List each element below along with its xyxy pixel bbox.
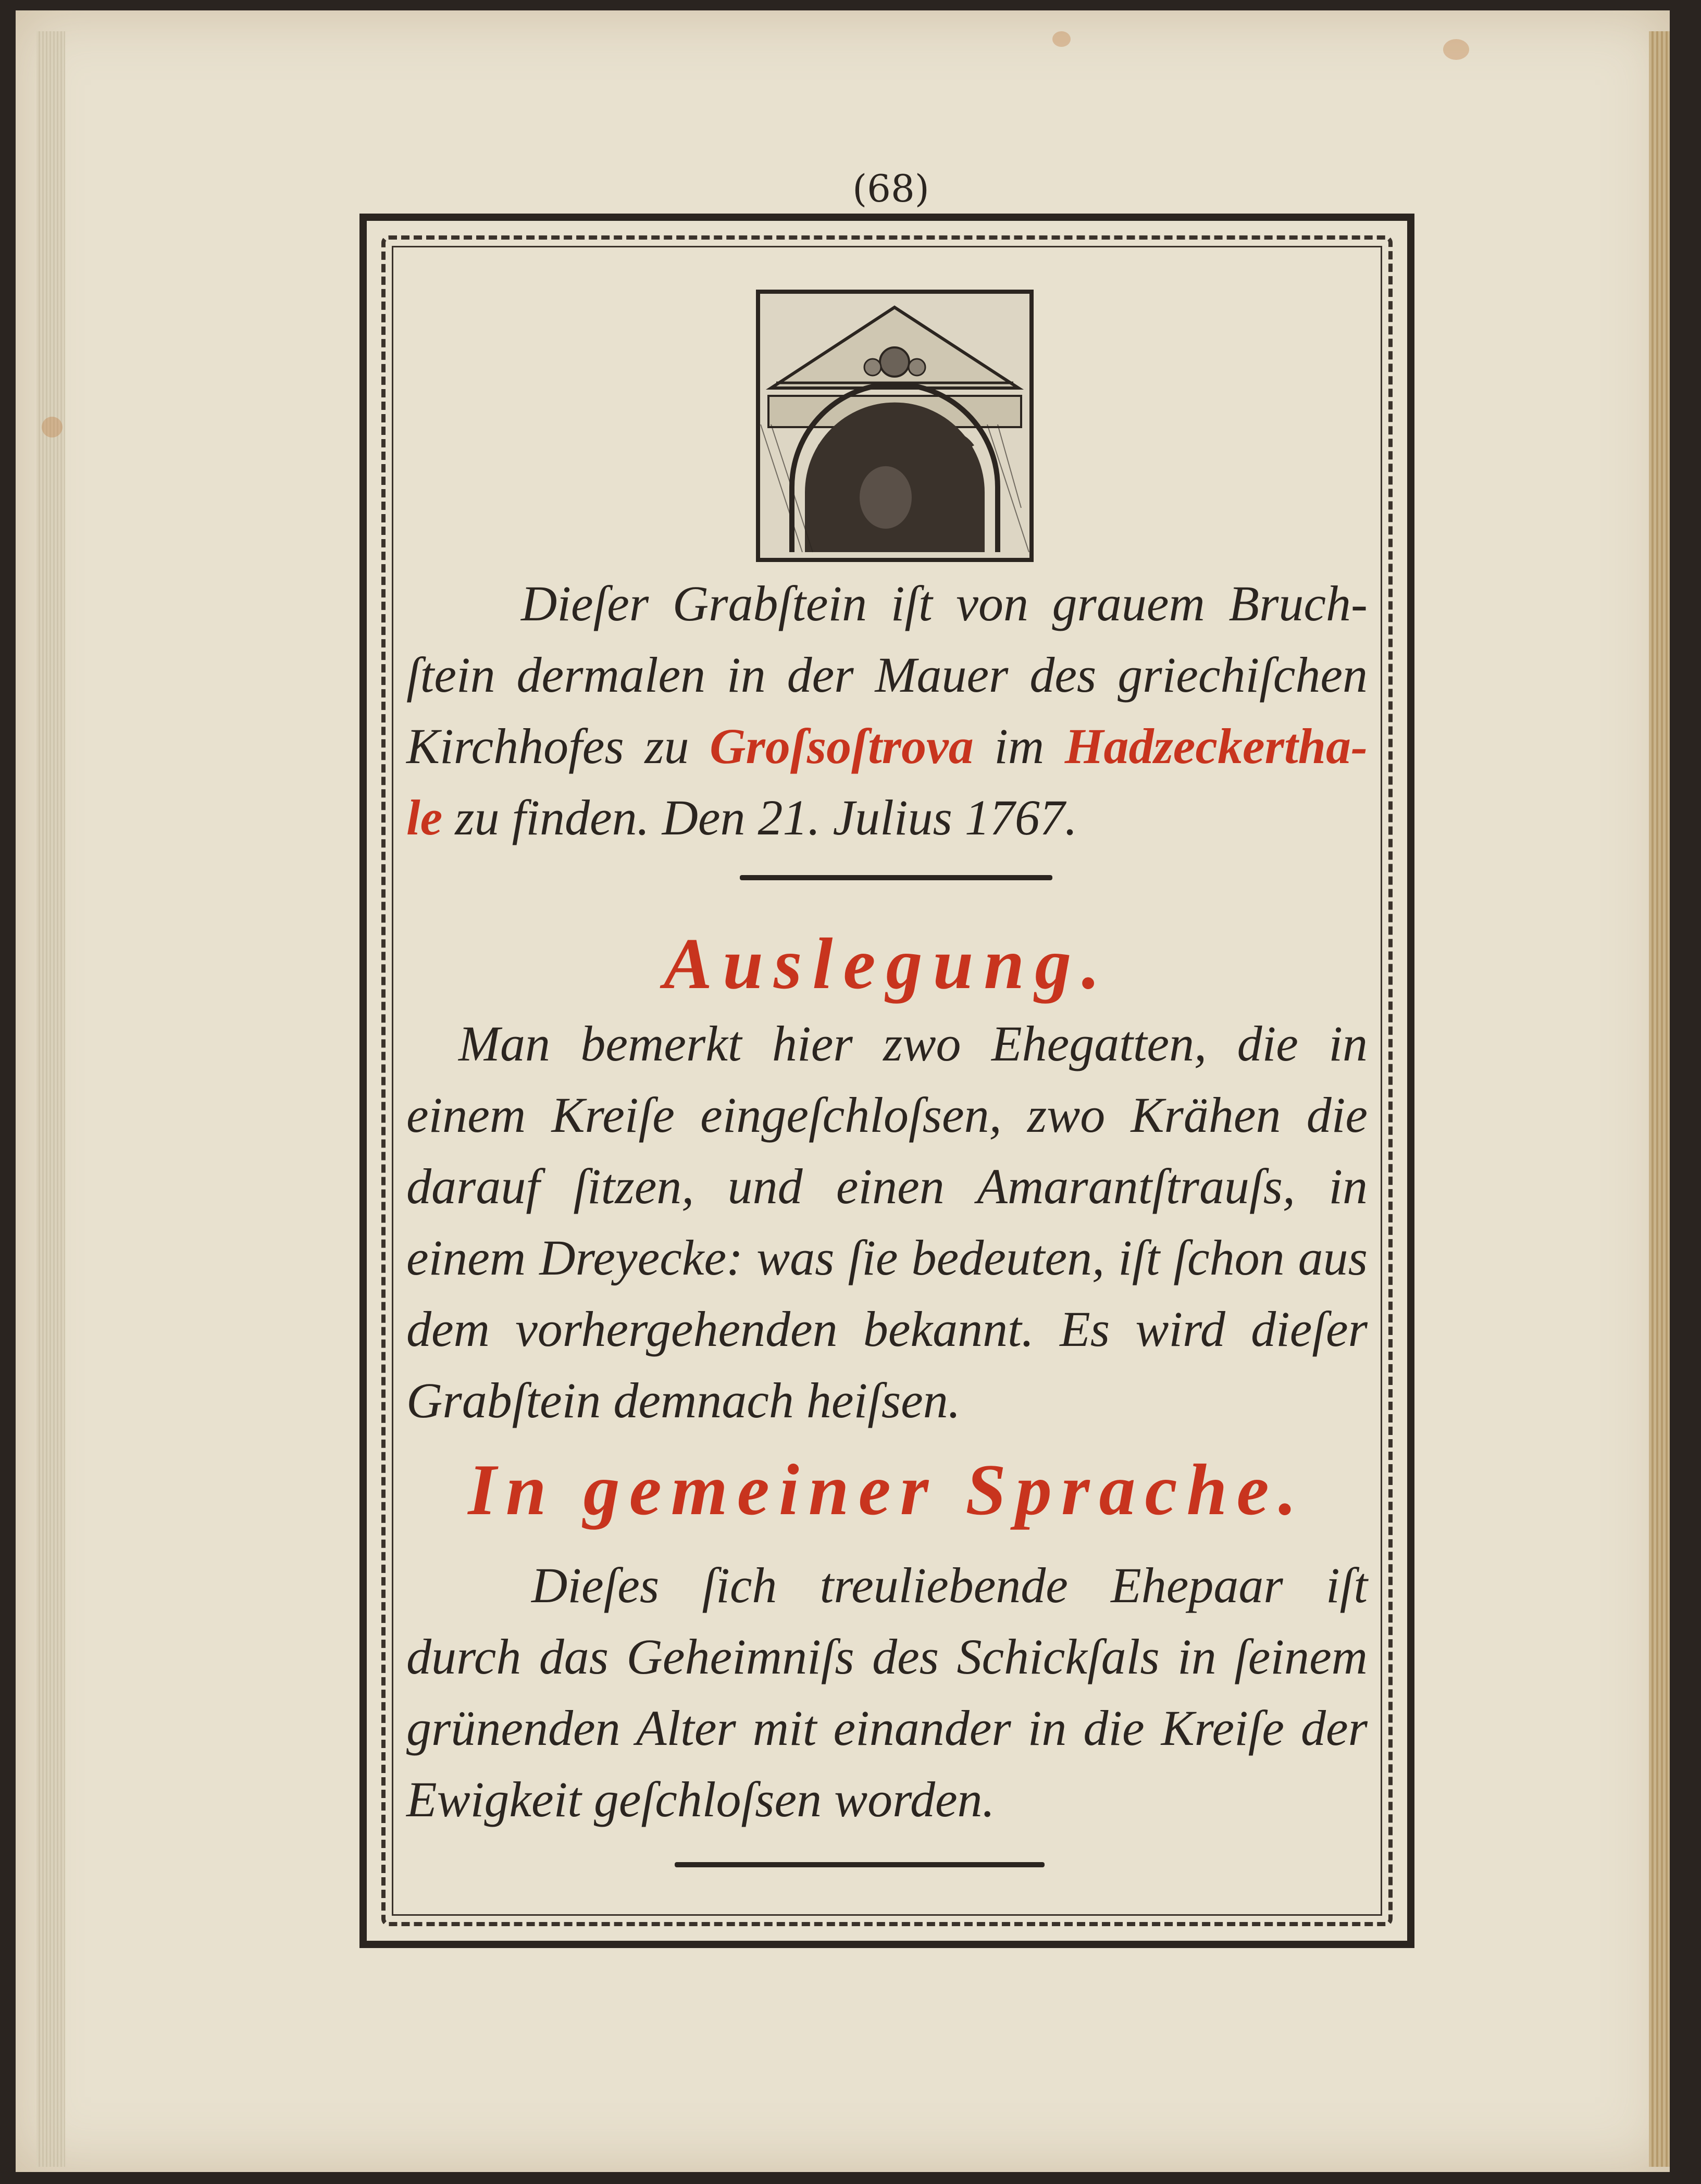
foxing-stain bbox=[42, 417, 63, 438]
interpretation-paragraph: Man bemerkt hier zwo Ehegatten, die in einem Kreiſe eingeſchloſsen, zwo Krähen die darauf ſitzen, und einen Amarantſtrauſs, in einem Dreyecke: was ſie bedeuten, iſt ſchon aus dem vorhergehenden bekannt. Es wird dieſer Grabſtein demnach heiſsen. bbox=[406, 1016, 1368, 1428]
para1-line3a: Kirchhofes zu bbox=[406, 718, 710, 774]
para1-line4: zu finden. Den 21. Julius 1767. bbox=[442, 790, 1077, 845]
page-edge bbox=[36, 31, 65, 2167]
plain-language-paragraph: Dieſes ſich treuliebende Ehepaar iſt durch das Geheimniſs des Schickſals in ſeinem grünenden Alter mit einander in die Kreiſe der Ewigkeit geſchloſsen worden. bbox=[406, 1557, 1368, 1827]
foxing-stain bbox=[1052, 31, 1071, 47]
gravestone-engraving bbox=[755, 289, 1034, 563]
para1-line1: Dieſer Grabſtein iſt von grauem Bruch- bbox=[521, 576, 1368, 631]
heading-auslegung: Auslegung. bbox=[663, 923, 1111, 1004]
section-divider bbox=[740, 875, 1052, 880]
para1-line3b: im bbox=[973, 718, 1065, 774]
page-number: (68) bbox=[852, 167, 929, 210]
heading-gemeiner-sprache: In gemeiner Sprache. bbox=[468, 1450, 1306, 1530]
adjacent-page-edge bbox=[1649, 31, 1670, 2167]
place-name-hadzeckerthal: Hadzeckertha- bbox=[1064, 718, 1368, 774]
place-name-grossostrova: Groſsoſtrova bbox=[710, 718, 974, 774]
closing-divider bbox=[675, 1862, 1045, 1867]
foxing-stain bbox=[1443, 39, 1469, 60]
para1-line2: ſtein dermalen in der Mauer des griechiſchen bbox=[406, 647, 1368, 703]
place-name-hadzeckerthal-cont: le bbox=[406, 790, 443, 845]
inscription-description bbox=[406, 568, 1368, 853]
